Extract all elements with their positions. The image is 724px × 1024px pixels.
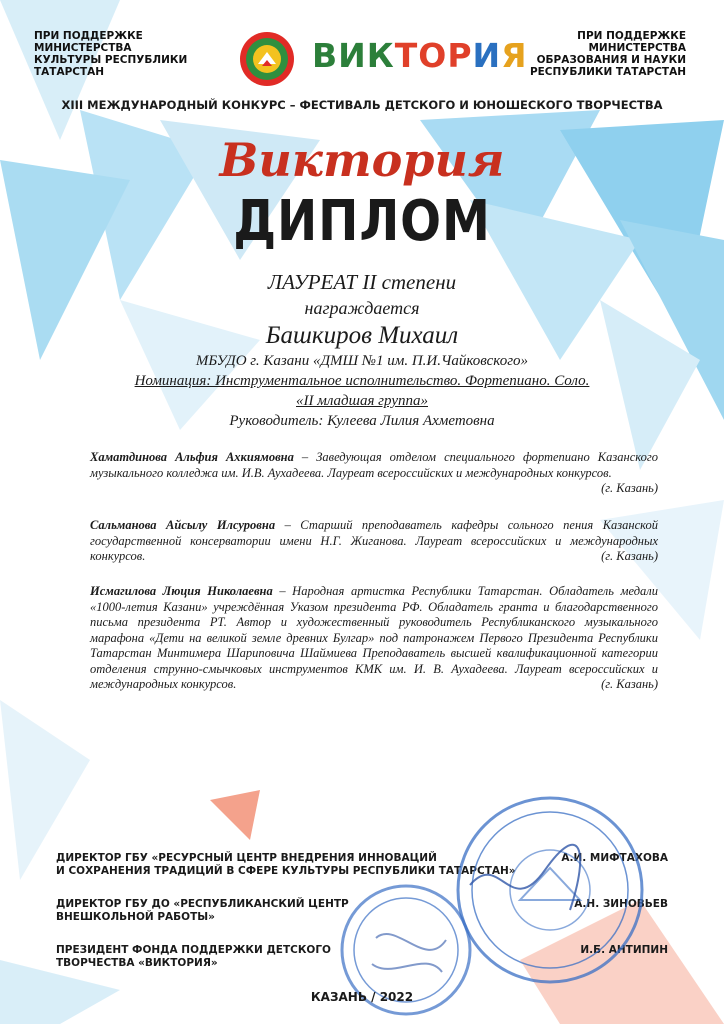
signer-position: ПРЕЗИДЕНТ ФОНДА ПОДДЕРЖКИ ДЕТСКОГО	[56, 944, 331, 956]
signer-name: А.Н. ЗИНОВЬЕВ	[574, 898, 668, 910]
awarded-label: награждается	[304, 298, 420, 318]
jury-name: Сальманова Айсылу Илсуровна	[90, 518, 276, 532]
tatarstan-emblem-icon	[238, 30, 296, 88]
recipient-name: Башкиров Михаил	[265, 322, 459, 349]
jury-description: – Заведующая отделом специального фортепиано Казанского музыкального колледжа им. И.В. Аухадеева. Лауреат всероссийских и международных конкурсов.	[90, 450, 658, 480]
jury-member	[90, 450, 658, 497]
jury-city: (г. Казань)	[601, 481, 658, 495]
jury-description: – Народная артистка Республики Татарстан. Обладатель медали «1000-летия Казани» учреждённая Указом президента РФ. Обладатель гранта и благодарственного письма президента РТ. Автор и художественный руководитель Республиканского музыкального марафона «Дети на великой земле древних Булгар» под патронажем Первого Президента Республики Татарстан Минтимера Шариповича Шаймиева Преподаватель высшей квалификационной категории отделения струнно-смычковых инструментов КМК им. И. В. Аухадеева. Лауреат всероссийских и международных конкурсов.	[90, 584, 658, 691]
laureate-degree: ЛАУРЕАТ II степени	[267, 270, 457, 294]
jury-member	[90, 518, 658, 565]
school-name: МБУДО г. Казани «ДМШ №1 им. П.И.Чайковского»	[195, 353, 529, 369]
city-year: КАЗАНЬ / 2022	[310, 990, 414, 1004]
sponsor-right: ПРИ ПОДДЕРЖКЕ МИНИСТЕРСТВА ОБРАЗОВАНИЯ И НАУКИ РЕСПУБЛИКИ ТАТАРСТАН	[529, 30, 686, 78]
jury-name: Хаматдинова Альфия Ахкиямовна	[90, 450, 294, 464]
bg-poly	[210, 790, 260, 840]
signer-position: ВНЕШКОЛЬНОЙ РАБОТЫ»	[56, 911, 215, 923]
signer-position: ДИРЕКТОР ГБУ ДО «РЕСПУБЛИКАНСКИЙ ЦЕНТР	[56, 898, 349, 910]
mentor: Руководитель: Кулеева Лилия Ахметовна	[229, 413, 495, 429]
jury-city: (г. Казань)	[601, 549, 658, 563]
age-group: «II младшая группа»	[296, 393, 428, 409]
jury-city: (г. Казань)	[601, 677, 658, 691]
contest-title: XIII МЕЖДУНАРОДНЫЙ КОНКУРС – ФЕСТИВАЛЬ ДЕТСКОГО И ЮНОШЕСКОГО ТВОРЧЕСТВА	[61, 98, 663, 112]
round-seal-icon	[450, 790, 650, 990]
viktoria-logo: ВИКТОРИЯ	[312, 36, 528, 75]
signer-name: И.Б. АНТИПИН	[580, 944, 668, 956]
jury-member	[90, 584, 658, 693]
script-title: Виктория	[219, 133, 505, 187]
sponsor-left: ПРИ ПОДДЕРЖКЕ МИНИСТЕРСТВА КУЛЬТУРЫ РЕСПУБЛИКИ ТАТАРСТАН	[34, 30, 188, 78]
jury-description: – Старший преподаватель кафедры сольного пения Казанской государственной консерватории имени Н.Г. Жиганова. Лауреат всероссийских и международных конкурсов.	[90, 518, 658, 563]
signer-position: ТВОРЧЕСТВА «ВИКТОРИЯ»	[56, 957, 218, 969]
nomination: Номинация: Инструментальное исполнительство. Фортепиано. Соло.	[134, 373, 590, 389]
signer-position: И СОХРАНЕНИЯ ТРАДИЦИЙ В СФЕРЕ КУЛЬТУРЫ РЕСПУБЛИКИ ТАТАРСТАН»	[56, 865, 516, 877]
jury-name: Исмагилова Люция Николаевна	[90, 584, 273, 598]
diploma-heading: ДИПЛОМ	[233, 189, 491, 254]
signer-name: А.И. МИФТАХОВА	[561, 852, 668, 864]
signer-position: ДИРЕКТОР ГБУ «РЕСУРСНЫЙ ЦЕНТР ВНЕДРЕНИЯ ИННОВАЦИЙ	[56, 852, 437, 864]
